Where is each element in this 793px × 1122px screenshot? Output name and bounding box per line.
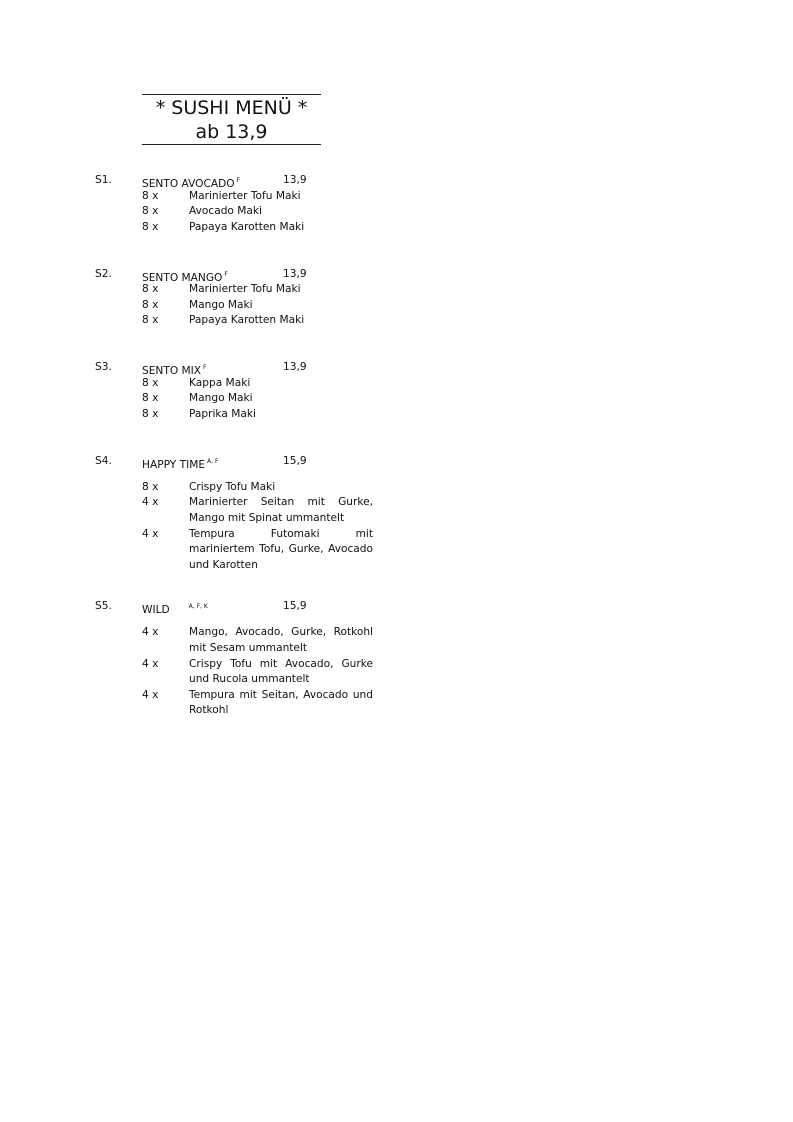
line-description: Papaya Karotten Maki — [189, 314, 305, 327]
item-code: S5. — [95, 600, 112, 613]
line-description: Marinierter Tofu Maki — [189, 189, 301, 202]
item-content-line — [142, 688, 385, 719]
menu-header — [142, 94, 321, 145]
line-quantity: 4 x — [142, 688, 159, 701]
item-content-line — [142, 189, 385, 205]
item-contents — [142, 480, 385, 574]
line-quantity: 4 x — [142, 626, 159, 639]
line-description: Papaya Karotten Maki — [189, 220, 305, 233]
line-quantity: 8 x — [142, 298, 159, 311]
line-description: Paprika Maki — [189, 407, 256, 420]
item-contents — [142, 189, 385, 236]
line-quantity: 8 x — [142, 205, 159, 218]
item-content-line — [142, 204, 385, 220]
menu-item — [95, 267, 385, 329]
menu-item-header — [95, 173, 385, 189]
menu-title: * SUSHI MENÜ * — [155, 97, 308, 119]
item-contents — [142, 282, 385, 329]
menu-item-header — [95, 454, 385, 470]
item-allergens: F — [203, 364, 207, 372]
line-description: Mango Maki — [189, 298, 253, 311]
line-description: Tempura mit Seitan, Avocado und Rotkohl — [189, 688, 373, 717]
line-quantity: 8 x — [142, 220, 159, 233]
item-contents — [142, 625, 385, 719]
item-name-wrap — [142, 599, 208, 619]
item-code: S1. — [95, 174, 112, 186]
menu-item — [95, 454, 385, 574]
line-quantity: 8 x — [142, 189, 159, 202]
line-quantity: 8 x — [142, 480, 159, 493]
item-allergens: A, F — [207, 457, 219, 465]
menu-item-header — [95, 267, 385, 283]
item-content-line — [142, 313, 385, 329]
item-content-line — [142, 391, 385, 407]
item-price: 13,9 — [283, 267, 307, 280]
item-content-line — [142, 282, 385, 298]
item-name-wrap — [142, 454, 218, 474]
item-content-line — [142, 657, 385, 688]
item-code: S2. — [95, 267, 112, 280]
line-description: Mango, Avocado, Gurke, Rotkohl mit Sesam ummantelt — [189, 626, 373, 654]
item-price: 13,9 — [283, 174, 307, 186]
line-quantity: 8 x — [142, 407, 159, 420]
line-quantity: 8 x — [142, 314, 159, 327]
item-price: 13,9 — [283, 361, 307, 374]
menu-item-header — [95, 360, 385, 376]
item-content-line — [142, 625, 385, 656]
menu-item — [95, 360, 385, 422]
item-content-line — [142, 220, 385, 236]
header-bottom-rule — [142, 144, 321, 145]
item-price: 15,9 — [283, 600, 307, 613]
line-quantity: 4 x — [142, 527, 159, 540]
item-allergens: A, F, K — [188, 603, 208, 611]
header-top-rule — [142, 94, 321, 95]
item-name: SENTO AVOCADO — [142, 178, 235, 190]
line-description: Avocado Maki — [189, 205, 262, 218]
line-description: Marinierter Seitan mit Gurke, Mango mit Spinat ummantelt — [189, 496, 373, 524]
item-code: S3. — [95, 361, 112, 374]
item-price: 15,9 — [283, 454, 307, 467]
line-description: Mango Maki — [189, 392, 253, 405]
item-gap — [95, 615, 385, 625]
line-description: Kappa Maki — [189, 376, 251, 389]
item-content-line — [142, 527, 385, 574]
menu-subtitle: ab 13,9 — [195, 121, 268, 143]
item-name: SENTO MANGO — [142, 271, 223, 284]
line-quantity: 8 x — [142, 283, 159, 296]
item-allergens: F — [224, 270, 228, 278]
line-description: Crispy Tofu Maki — [189, 480, 276, 493]
line-quantity: 4 x — [142, 496, 159, 509]
item-name: HAPPY TIME — [142, 458, 206, 471]
item-content-line — [142, 376, 385, 392]
item-content-line — [142, 407, 385, 423]
line-description: Marinierter Tofu Maki — [189, 283, 301, 296]
item-content-line — [142, 495, 385, 526]
item-content-line — [142, 298, 385, 314]
item-content-line — [142, 480, 385, 496]
item-name: SENTO MIX — [142, 365, 202, 378]
line-quantity: 8 x — [142, 376, 159, 389]
menu-item — [95, 173, 385, 235]
item-name: WILD — [142, 604, 170, 617]
line-quantity: 8 x — [142, 392, 159, 405]
line-description: Tempura Futomaki mit mariniertem Tofu, Gurke, Avocado und Karotten — [189, 527, 373, 571]
item-gap — [95, 469, 385, 479]
menu-item-header — [95, 599, 385, 615]
line-description: Crispy Tofu mit Avocado, Gurke und Rucola ummantelt — [189, 657, 373, 686]
item-contents — [142, 376, 385, 423]
item-code: S4. — [95, 454, 112, 467]
menu-item — [95, 599, 385, 719]
item-allergens: F — [236, 177, 241, 184]
line-quantity: 4 x — [142, 657, 159, 670]
